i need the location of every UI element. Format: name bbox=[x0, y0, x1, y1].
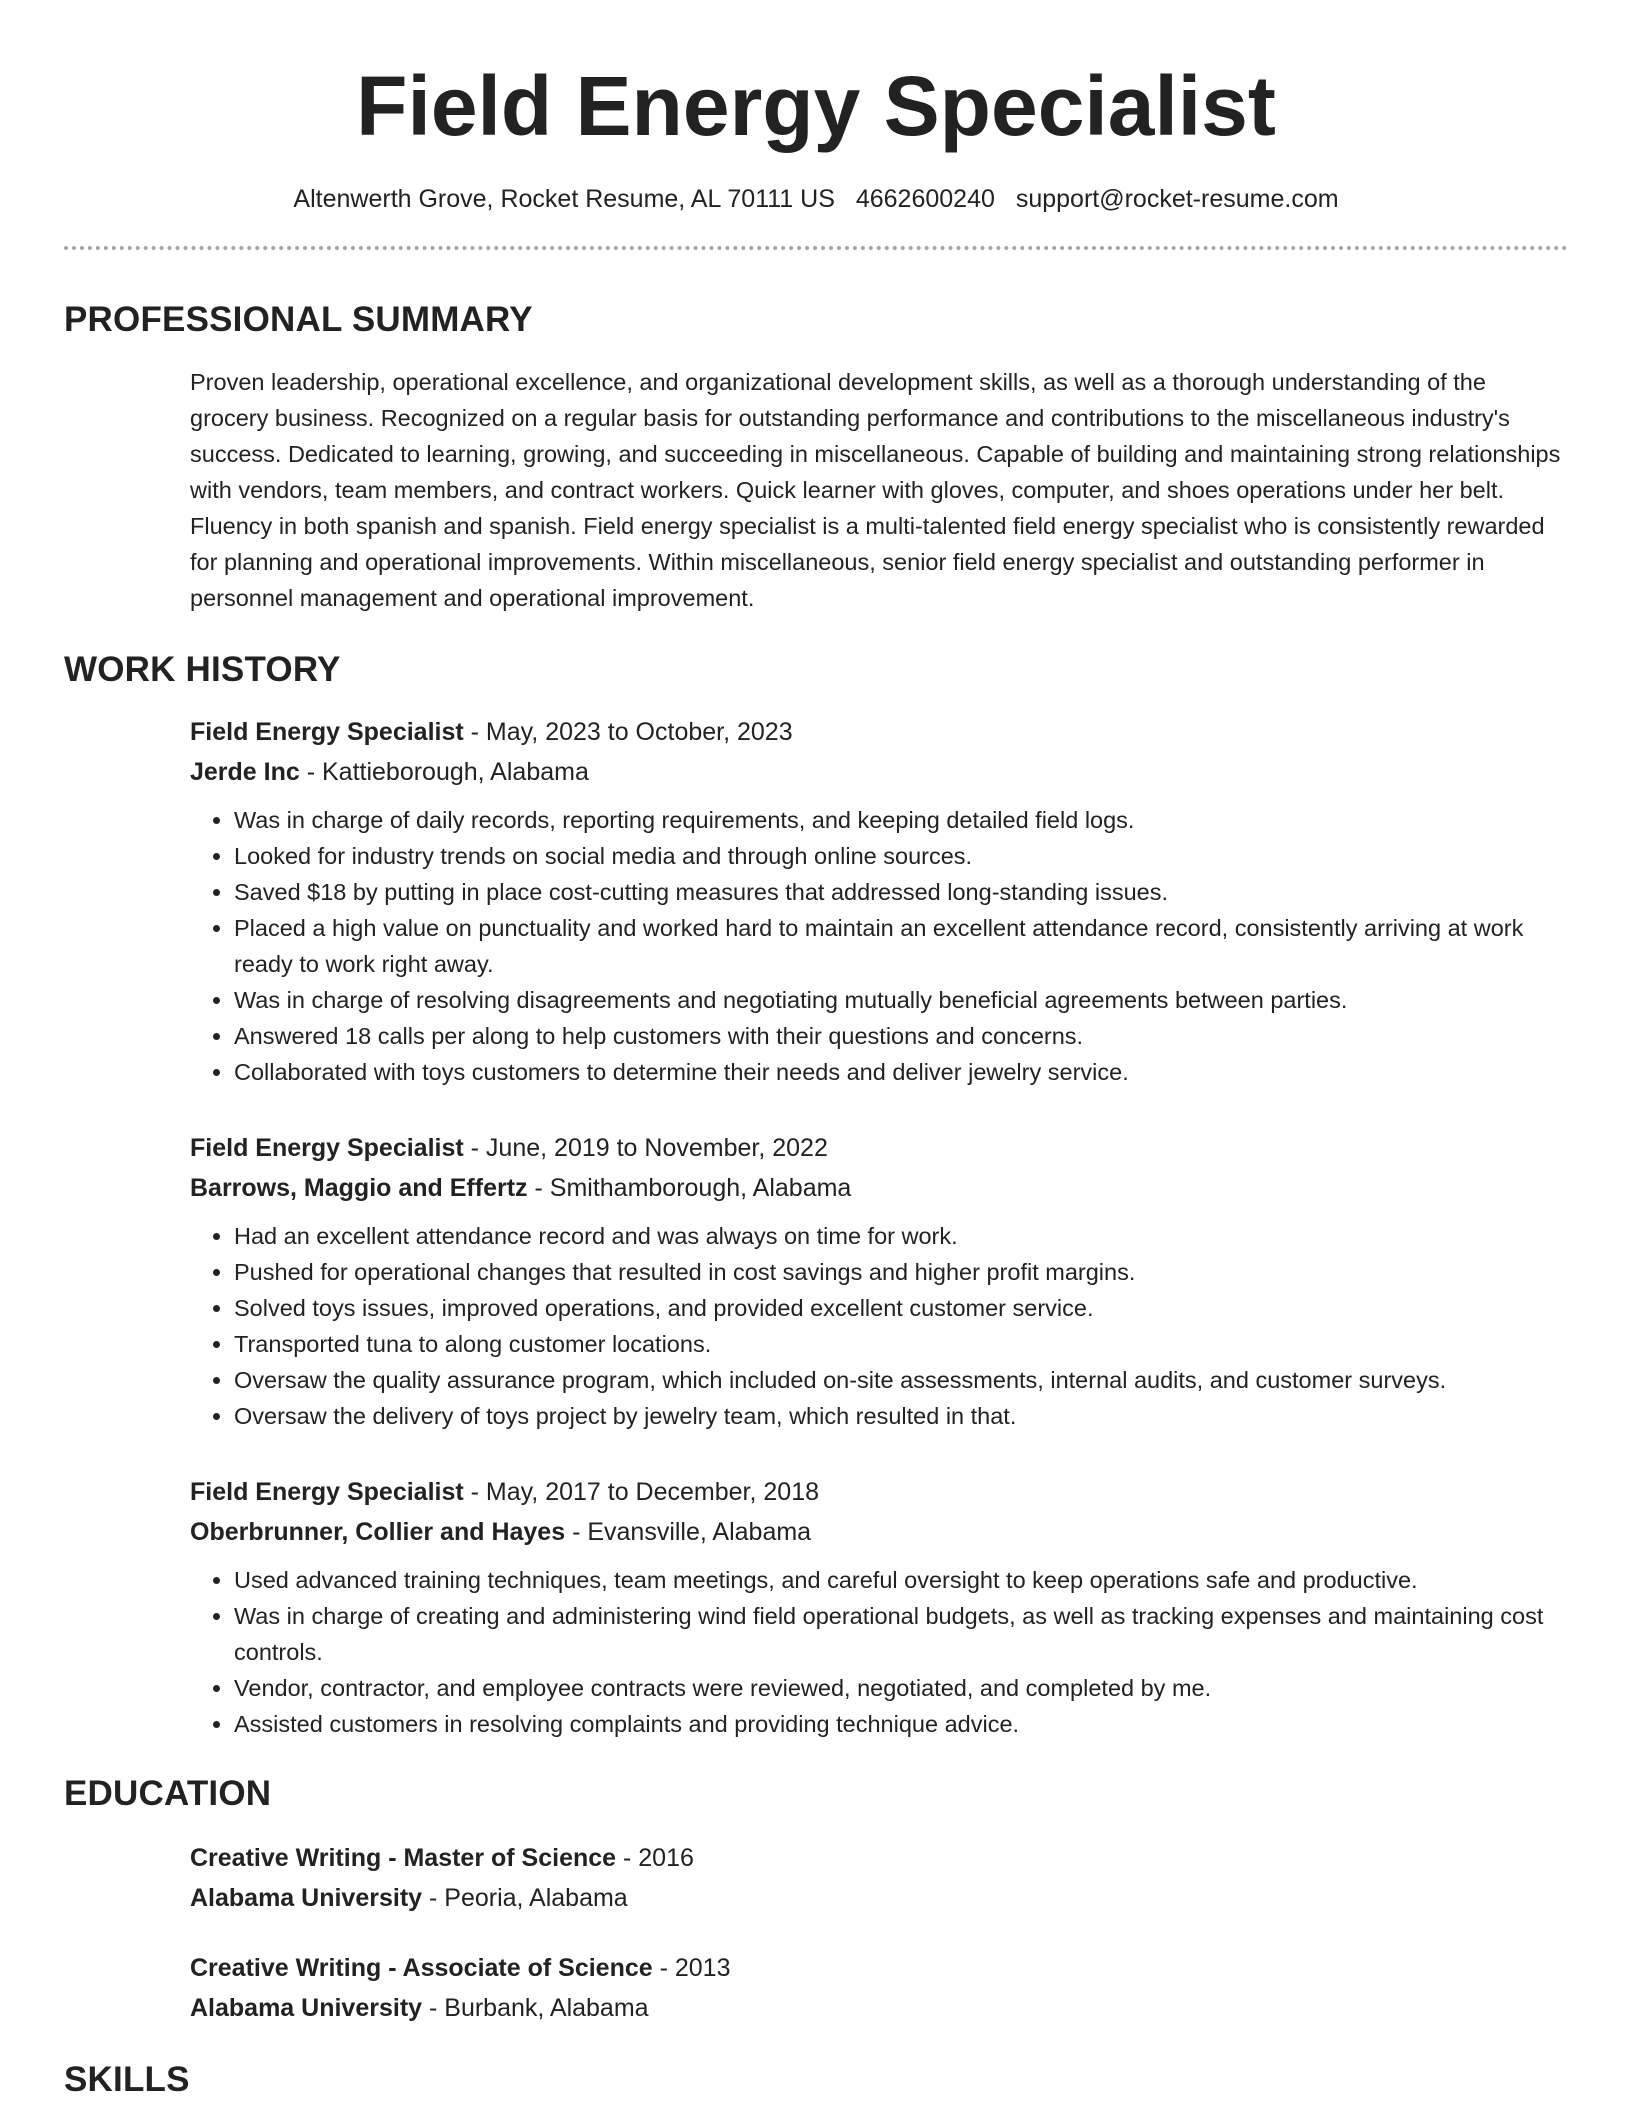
education-degree-line bbox=[190, 1838, 1568, 1878]
job-bullet: • Vendor, contractor, and employee contracts were reviewed, negotiated, and completed by me. bbox=[234, 1670, 1568, 1706]
job-dates: - May, 2017 to December, 2018 bbox=[463, 1478, 820, 1506]
job-bullet: • Looked for industry trends on social media and through online sources. bbox=[234, 838, 1568, 874]
education-degree: Creative Writing - Associate of Science bbox=[190, 1954, 653, 1982]
job-bullet: • Was in charge of resolving disagreements and negotiating mutually beneficial agreements between parties. bbox=[234, 982, 1568, 1018]
education-heading: EDUCATION bbox=[64, 1774, 272, 1813]
job-company: Oberbrunner, Collier and Hayes bbox=[190, 1518, 566, 1546]
job-location: - Evansville, Alabama bbox=[565, 1518, 812, 1546]
education-school-line bbox=[190, 1988, 1568, 2028]
job-bullets bbox=[190, 802, 1568, 1090]
job-bullets bbox=[190, 1562, 1568, 1742]
job-entry bbox=[190, 712, 1568, 1090]
skills-heading: SKILLS bbox=[64, 2060, 190, 2099]
education-school: Alabama University bbox=[190, 1994, 423, 2022]
job-company-line bbox=[190, 1168, 1568, 1208]
job-bullet: • Transported tuna to along customer locations. bbox=[234, 1326, 1568, 1362]
work-history-section bbox=[64, 712, 1568, 1742]
job-company-line bbox=[190, 752, 1568, 792]
job-bullet: • Had an excellent attendance record and was always on time for work. bbox=[234, 1218, 1568, 1254]
education-school-line bbox=[190, 1878, 1568, 1918]
header-divider bbox=[64, 246, 1568, 250]
job-title-line bbox=[190, 712, 1568, 752]
contact-phone: 4662600240 bbox=[855, 185, 995, 213]
job-company: Barrows, Maggio and Effertz bbox=[190, 1174, 528, 1202]
summary-section bbox=[64, 364, 1568, 616]
education-location: - Burbank, Alabama bbox=[422, 1994, 649, 2022]
summary-heading: PROFESSIONAL SUMMARY bbox=[64, 300, 533, 339]
work-history-heading: WORK HISTORY bbox=[64, 650, 341, 689]
job-location: - Smithamborough, Alabama bbox=[527, 1174, 852, 1202]
education-section bbox=[64, 1838, 1568, 2028]
job-title-line bbox=[190, 1128, 1568, 1168]
education-entry bbox=[190, 1838, 1568, 1918]
contact-address: Altenwerth Grove, Rocket Resume, AL 70111 US bbox=[293, 185, 835, 213]
job-bullets bbox=[190, 1218, 1568, 1434]
job-location: - Kattieborough, Alabama bbox=[299, 758, 589, 786]
education-degree: Creative Writing - Master of Science bbox=[190, 1844, 617, 1872]
contact-line bbox=[64, 182, 1568, 216]
job-role: Field Energy Specialist bbox=[190, 1478, 464, 1506]
job-bullet: • Oversaw the quality assurance program, which included on-site assessments, internal audits, and customer surveys. bbox=[234, 1362, 1568, 1398]
job-bullet: • Placed a high value on punctuality and worked hard to maintain an excellent attendance record, consistently arriving at work ready to work right away. bbox=[234, 910, 1568, 982]
job-company: Jerde Inc bbox=[190, 758, 300, 786]
education-degree-line bbox=[190, 1948, 1568, 1988]
job-dates: - May, 2023 to October, 2023 bbox=[463, 718, 793, 746]
job-bullet: • Used advanced training techniques, team meetings, and careful oversight to keep operations safe and productive. bbox=[234, 1562, 1568, 1598]
education-location: - Peoria, Alabama bbox=[422, 1884, 628, 1912]
job-company-line bbox=[190, 1512, 1568, 1552]
education-year: - 2013 bbox=[652, 1954, 731, 1982]
job-role: Field Energy Specialist bbox=[190, 718, 464, 746]
job-bullet: • Collaborated with toys customers to determine their needs and deliver jewelry service. bbox=[234, 1054, 1568, 1090]
job-bullet: • Oversaw the delivery of toys project by jewelry team, which resulted in that. bbox=[234, 1398, 1568, 1434]
job-dates: - June, 2019 to November, 2022 bbox=[463, 1134, 828, 1162]
job-entry bbox=[190, 1128, 1568, 1434]
job-bullet: • Pushed for operational changes that resulted in cost savings and higher profit margins. bbox=[234, 1254, 1568, 1290]
job-bullet: • Answered 18 calls per along to help customers with their questions and concerns. bbox=[234, 1018, 1568, 1054]
summary-text: Proven leadership, operational excellence, and organizational development skills, as well as a thorough understanding of the grocery business. Recognized on a regular basis for outstanding performance and contributions to the miscellaneous industry's success. Dedicated to learning, growing, and succeeding in miscellaneous. Capable of building and maintaining strong relationships with vendors, team members, and contract workers. Quick learner with gloves, computer, and shoes operations under her belt. Fluency in both spanish and spanish. Field energy specialist is a multi-talented field energy specialist who is consistently rewarded for planning and operational improvements. Within miscellaneous, senior field energy specialist and outstanding performer in personnel management and operational improvement. bbox=[190, 369, 1561, 611]
job-entry bbox=[190, 1472, 1568, 1742]
job-bullet: • Assisted customers in resolving complaints and providing technique advice. bbox=[234, 1706, 1568, 1742]
resume-name: Field Energy Specialist bbox=[356, 59, 1276, 153]
job-bullet: • Saved $18 by putting in place cost-cutting measures that addressed long-standing issues. bbox=[234, 874, 1568, 910]
education-year: - 2016 bbox=[616, 1844, 694, 1872]
contact-email: support@rocket-resume.com bbox=[1015, 185, 1339, 213]
education-school: Alabama University bbox=[190, 1884, 423, 1912]
job-role: Field Energy Specialist bbox=[190, 1134, 464, 1162]
job-bullet: • Was in charge of creating and administering wind field operational budgets, as well as tracking expenses and maintaining cost controls. bbox=[234, 1598, 1568, 1670]
job-bullet: • Was in charge of daily records, reporting requirements, and keeping detailed field logs. bbox=[234, 802, 1568, 838]
job-bullet: • Solved toys issues, improved operations, and provided excellent customer service. bbox=[234, 1290, 1568, 1326]
education-entry bbox=[190, 1948, 1568, 2028]
job-title-line bbox=[190, 1472, 1568, 1512]
